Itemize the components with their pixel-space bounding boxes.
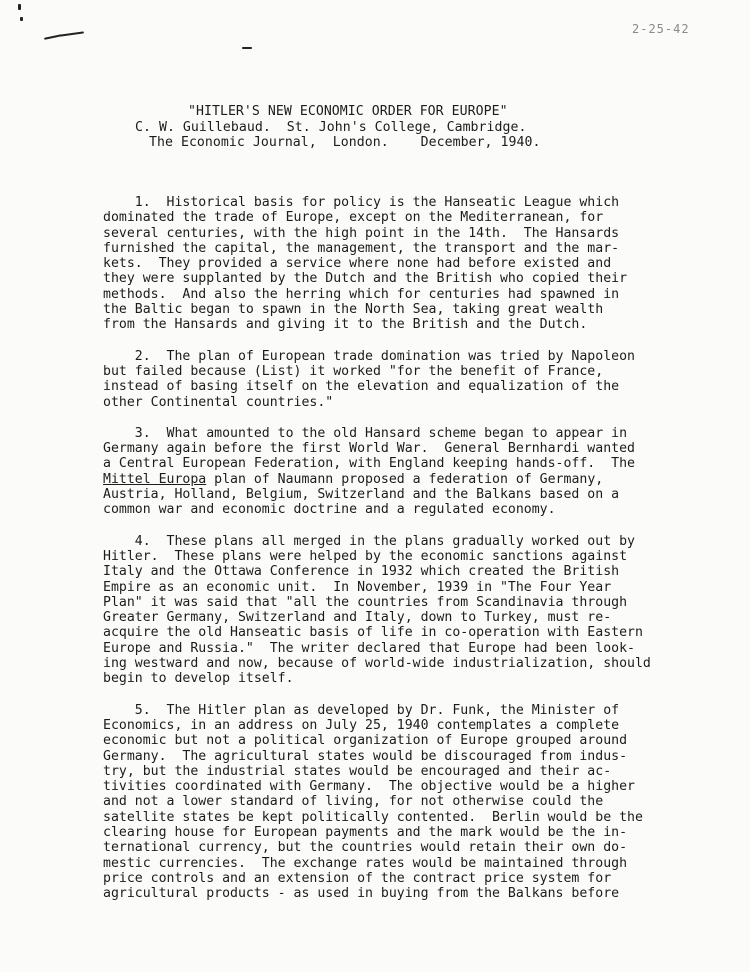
source-line: The Economic Journal, London. December, 1940.	[149, 135, 541, 150]
text-line: Greater Germany, Switzerland and Italy, down to Turkey, must re-	[103, 610, 612, 626]
underlined-term: Mittel Europa	[103, 471, 207, 487]
text-line: methods. And also the herring which for centuries had spawned in	[103, 286, 620, 302]
text-line: 3. What amounted to the old Hansard scheme began to appear in	[103, 425, 628, 441]
text-line: Austria, Holland, Belgium, Switzerland and the Balkans based on a	[103, 487, 620, 503]
text-line: common war and economic doctrine and a regulated economy.	[103, 502, 556, 518]
text-line: a Central European Federation, with England keeping hands-off. The	[103, 456, 635, 472]
text-line: several centuries, with the high point in the 14th. The Hansards	[103, 225, 620, 241]
text-line: ing westward and now, because of world-wide industrialization, should	[103, 656, 651, 672]
text-line: from the Hansards and giving it to the British and the Dutch.	[103, 317, 588, 333]
author-line: C. W. Guillebaud. St. John's College, Cambridge.	[135, 119, 527, 135]
text-line: 5. The Hitler plan as developed by Dr. Funk, the Minister of	[103, 702, 620, 718]
text-line: Hitler. These plans were helped by the economic sanctions against	[103, 548, 628, 564]
text-line: Empire as an economic unit. In November, 1939 in "The Four Year	[103, 579, 612, 595]
text-line: dominated the trade of Europe, except on the Mediterranean, for	[103, 210, 604, 226]
text-line: price controls and an extension of the contract price system for	[103, 870, 612, 886]
text-line: the Baltic began to spawn in the North Sea, taking great wealth	[103, 302, 604, 318]
text-line: they were supplanted by the Dutch and the British who copied their	[103, 271, 628, 287]
pencil-mark	[60, 31, 84, 36]
pencil-mark	[242, 47, 252, 49]
text-line: Italy and the Ottawa Conference in 1932 which created the British	[103, 564, 620, 580]
pencil-mark	[18, 4, 21, 10]
text-line: ternational currency, but the countries would retain their own do-	[103, 840, 628, 856]
text-line: 2. The plan of European trade domination was tried by Napoleon	[103, 348, 635, 364]
pencil-mark	[20, 17, 23, 21]
text-line: mestic currencies. The exchange rates would be maintained through	[103, 855, 628, 871]
text-line: instead of basing itself on the elevation and equalization of the	[103, 379, 620, 395]
paragraph-3	[103, 426, 723, 518]
text-line: Germany again before the first World War. General Bernhardi wanted	[103, 441, 635, 457]
handwritten-date-note: 2-25-42	[632, 22, 690, 36]
document-title: "HITLER'S NEW ECONOMIC ORDER FOR EUROPE"	[188, 104, 508, 119]
paragraph-1	[103, 195, 723, 333]
text-line: Europe and Russia." The writer declared that Europe had been look-	[103, 640, 635, 656]
text-line: 1. Historical basis for policy is the Hanseatic League which	[103, 195, 620, 210]
text-line: Economics, in an address on July 25, 1940 contemplates a complete	[103, 717, 620, 733]
text-line: tivities coordinated with Germany. The objective would be a higher	[103, 779, 635, 795]
text-line: agricultural products - as used in buying from the Balkans before	[103, 886, 620, 902]
text-line: acquire the old Hanseatic basis of life in co-operation with Eastern	[103, 625, 643, 641]
text-line: try, but the industrial states would be encouraged and their ac-	[103, 763, 612, 779]
text-line: begin to develop itself.	[103, 671, 294, 687]
text-line: satellite states be kept politically contented. Berlin would be the	[103, 809, 643, 825]
text-line: Germany. The agricultural states would be discouraged from indus-	[103, 748, 628, 764]
text-line: furnished the capital, the management, the transport and the mar-	[103, 240, 620, 256]
document-body	[103, 195, 723, 917]
text-line: 4. These plans all merged in the plans gradually worked out by	[103, 533, 635, 549]
text-line: other Continental countries."	[103, 394, 334, 410]
text-line	[103, 472, 723, 487]
paragraph-5	[103, 703, 723, 902]
text-line: Plan" it was said that "all the countries from Scandinavia through	[103, 594, 628, 610]
text-span: plan of Naumann proposed a federation of Germany,	[206, 471, 604, 487]
text-line: and not a lower standard of living, for not otherwise could the	[103, 794, 604, 810]
text-line: economic but not a political organization of Europe grouped around	[103, 733, 628, 749]
document-header	[0, 104, 750, 151]
text-line: clearing house for European payments and the mark would be the in-	[103, 824, 628, 840]
text-line: kets. They provided a service where none had before existed and	[103, 256, 612, 272]
text-line: but failed because (List) it worked "for the benefit of France,	[103, 363, 604, 379]
paragraph-4	[103, 534, 723, 687]
paragraph-2	[103, 349, 723, 410]
